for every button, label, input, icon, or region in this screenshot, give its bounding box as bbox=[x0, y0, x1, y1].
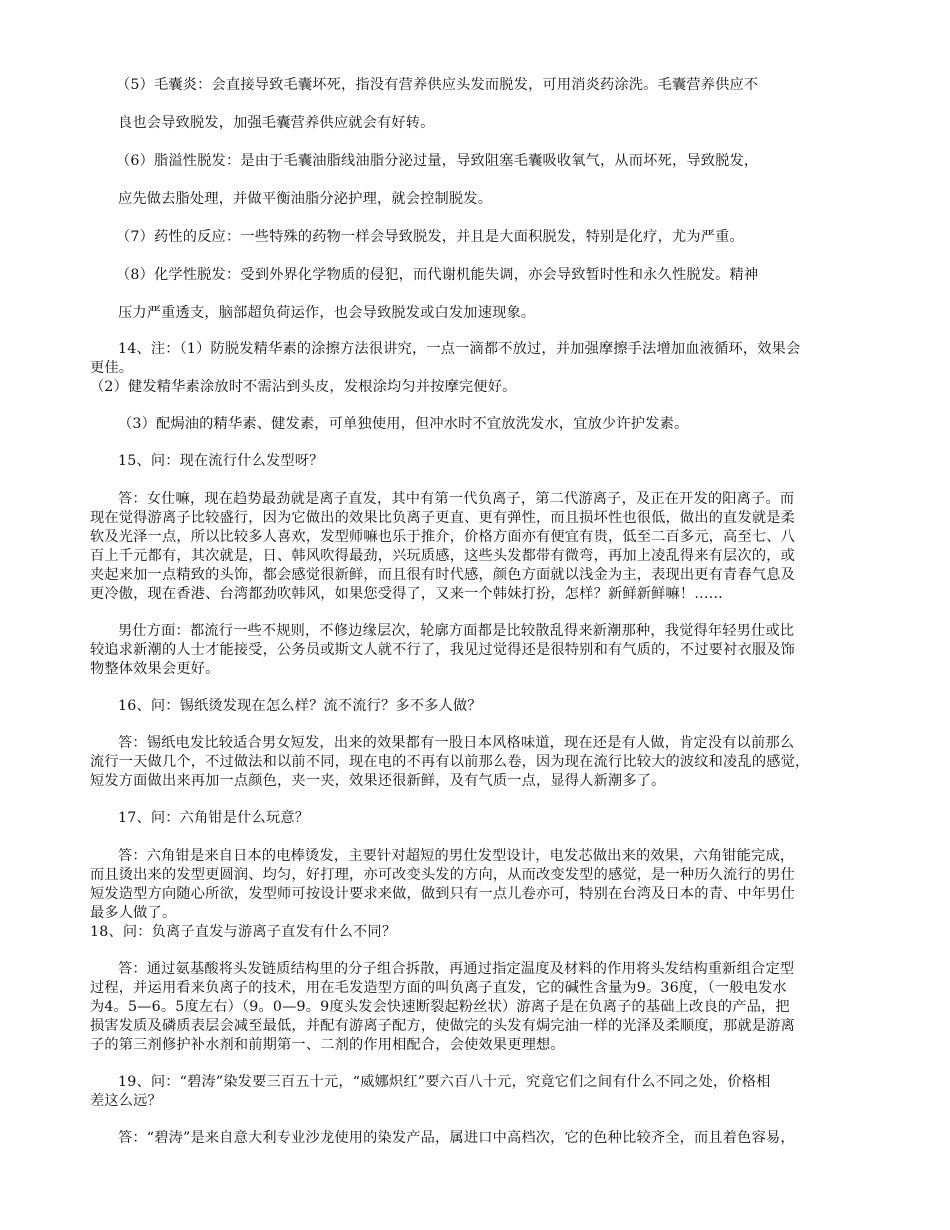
text-line: 现在觉得游离子比较盛行，因为它做出的效果比负离子更直、更有弹性，而且损坏性也很低，做出的直发就是柔 bbox=[90, 510, 795, 526]
text-line: 流行一天做几个，不过做法和以前不同，现在电的不再有以前那么卷，因为现在流行比较大的波纹和凌乱的感觉， bbox=[90, 754, 810, 770]
text-line: 答：六角钳是来自日本的电棒烫发，主要针对超短的男仕发型设计，电发芯做出来的效果，六角钳能完成， bbox=[118, 848, 795, 864]
text-line: 应先做去脂处理，并做平衡油脂分泌护理，就会控制脱发。 bbox=[118, 191, 493, 207]
text-line: 19、问：“碧涛”染发要三百五十元，“威娜炽红”要六百八十元，究竟它们之间有什么不同之处，价格相 bbox=[118, 1074, 771, 1090]
text-line: 而且烫出来的发型更圆润、均匀，好打理，亦可改变头发的方向，从而改变发型的感觉，是一种历久流行的男仕 bbox=[90, 867, 795, 883]
text-line: 压力严重透支，脑部超负荷运作，也会导致脱发或白发加速现象。 bbox=[118, 305, 536, 321]
text-line: 良也会导致脱发，加强毛囊营养供应就会有好转。 bbox=[118, 115, 435, 131]
text-line: 子的第三剂修护补水剂和前期第一、二剂的作用相配合，会使效果更理想。 bbox=[90, 1037, 565, 1053]
text-line: （7）药性的反应：一些特殊的药物一样会导致脱发，并且是大面积脱发，特别是化疗，尤为严重。 bbox=[116, 229, 744, 245]
text-line: 夹起来加一点精致的头饰，都会感觉很新鲜，而且很有时代感，颜色方面就以浅金为主，表现出更有青春气息及 bbox=[90, 567, 795, 583]
text-line: 较追求新潮的人士才能接受，公务员或斯文人就不行了，我见过觉得还是很特别和有气质的，不过要衬衣服及饰 bbox=[90, 642, 795, 658]
text-line: 答：女仕嘛，现在趋势最劲就是离子直发，其中有第一代负离子，第二代游离子，及正在开发的阳离子。而 bbox=[118, 491, 795, 507]
text-line: 更冷傲，现在香港、台湾都劲吹韩风，如果您受得了，又来一个韩妹打扮，怎样？新鲜新鲜嘛！…… bbox=[90, 586, 724, 602]
text-line: 损害发质及磷质表层会减至最低，并配有游离子配方，使做完的头发有焗完油一样的光泽及柔顺度，那就是游离 bbox=[90, 1018, 795, 1034]
text-line: 17、问：六角钳是什么玩意？ bbox=[118, 810, 310, 826]
text-line: （6）脂溢性脱发：是由于毛囊油脂线油脂分泌过量，导致阻塞毛囊吸收氧气，从而坏死，导致脱发， bbox=[116, 153, 759, 169]
text-line: 答：通过氨基酸将头发链质结构里的分子组合拆散，再通过指定温度及材料的作用将头发结构重新组合定型 bbox=[118, 961, 795, 977]
text-line: 15、问：现在流行什么发型呀？ bbox=[118, 453, 324, 469]
text-line: 答：“碧涛”是来自意大利专业沙龙使用的染发产品，属进口中高档次，它的色种比较齐全，而且着色容易， bbox=[118, 1130, 795, 1146]
text-line: （3）配焗油的精华素、健发素，可单独使用，但冲水时不宜放洗发水，宜放少许护发素。 bbox=[118, 416, 689, 432]
text-line: 最多人做了。 bbox=[90, 905, 177, 921]
text-line: 为4。5—6。5度左右）（9。0—9。9度头发会快速断裂起粉丝状）游离子是在负离子的基础上改良的产品，把 bbox=[90, 999, 790, 1015]
text-line: 短发方面做出来再加一点颜色，夹一夹，效果还很新鲜，及有气质一点，显得人新潮多了。 bbox=[90, 773, 666, 789]
text-line: 16、问：锡纸烫发现在怎么样？流不流行？多不多人做？ bbox=[118, 698, 482, 714]
text-line: 短发造型方向随心所欲，发型师可按设计要求来做，做到只有一点儿卷亦可，特别在台湾及日本的青、中年男仕 bbox=[90, 886, 795, 902]
text-line: 差这么远？ bbox=[90, 1093, 162, 1109]
text-line: 14、注：（1）防脱发精华素的涂擦方法很讲究，一点一滴都不放过，并加强摩擦手法增加血液循环，效果会 bbox=[118, 341, 801, 357]
text-line: 物整体效果会更好。 bbox=[90, 661, 220, 677]
text-line: （8）化学性脱发：受到外界化学物质的侵犯，而代谢机能失调，亦会导致暂时性和永久性脱发。精神 bbox=[116, 267, 759, 283]
text-line: 男仕方面：都流行一些不规则，不修边缘层次，轮廓方面都是比较散乱得来新潮那种，我觉得年轻男仕或比 bbox=[118, 623, 795, 639]
text-line: （5）毛囊炎：会直接导致毛囊坏死，指没有营养供应头发而脱发，可用消炎药涂洗。毛囊营养供应不 bbox=[116, 77, 759, 93]
text-line: 百上千元都有，其次就是，日、韩风吹得最劲，兴玩质感，这些头发都带有微弯，再加上凌乱得来有层次的，或 bbox=[90, 548, 795, 564]
text-line: 过程，并运用看来负离子的技术，用在毛发造型方面的叫负离子直发，它的碱性含量为9。36度，（一般电发水 bbox=[90, 980, 787, 996]
text-line: 更佳。 bbox=[90, 360, 134, 376]
text-line: （2）健发精华素涂放时不需沾到头皮，发根涂均匀并按摩完便好。 bbox=[90, 379, 517, 395]
text-line: 答：锡纸电发比较适合男女短发，出来的效果都有一股日本风格味道，现在还是有人做，肯定没有以前那么 bbox=[118, 735, 795, 751]
text-line: 18、问：负离子直发与游离子直发有什么不同？ bbox=[90, 924, 397, 940]
text-line: 软及光泽一点，所以比较多人喜欢，发型师嘛也乐于推介，价格方面亦有便宜有贵，低至二百多元，高至七、八 bbox=[90, 529, 795, 545]
